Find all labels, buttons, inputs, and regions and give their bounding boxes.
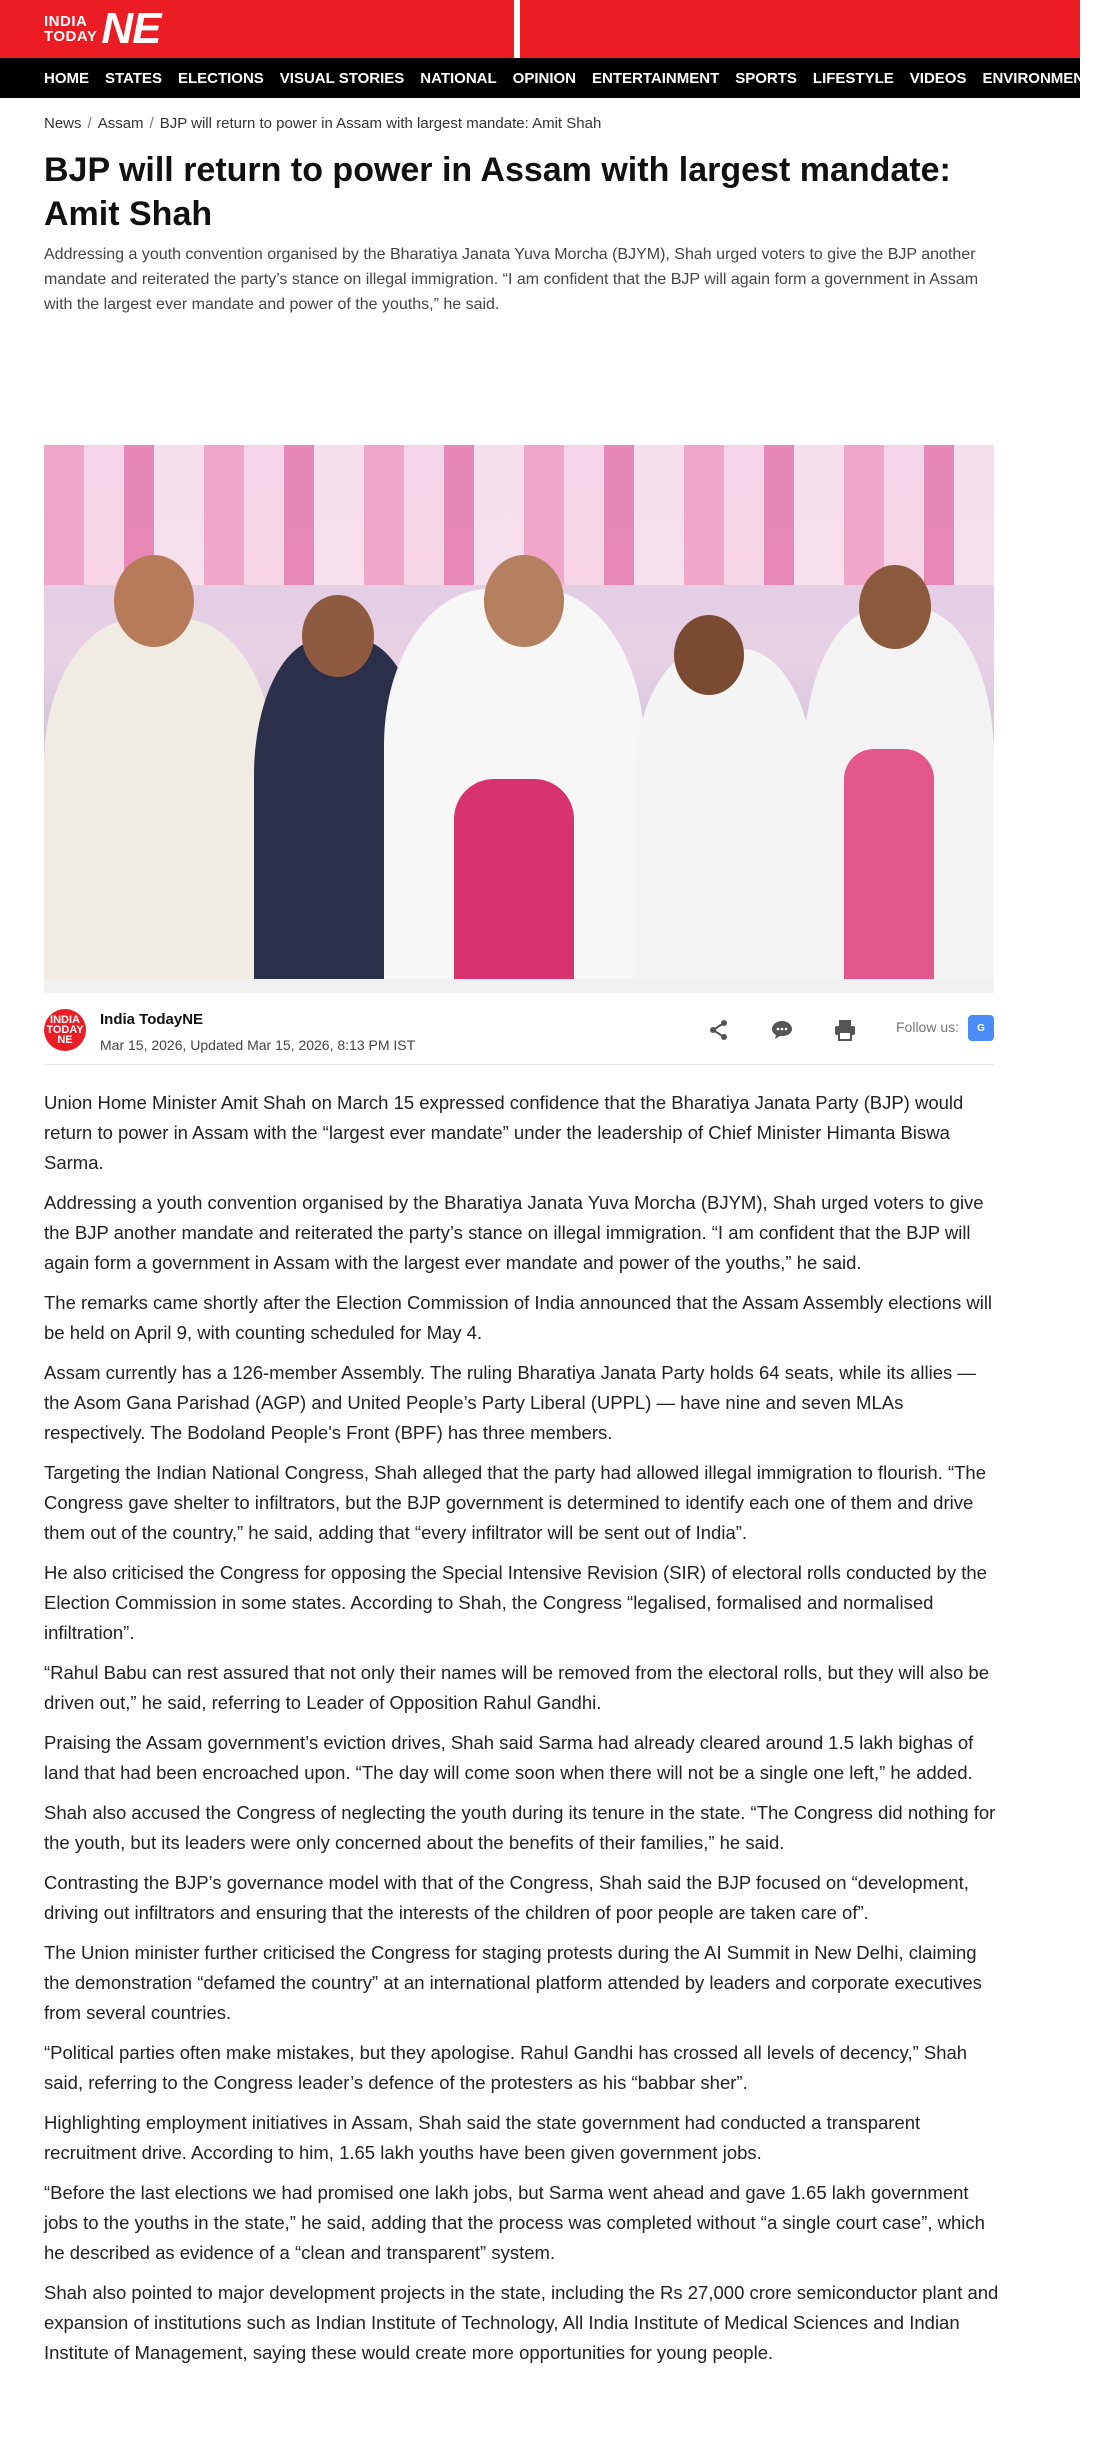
logo-line-2: TODAY (44, 28, 98, 45)
article-paragraph: Targeting the Indian National Congress, Shah alleged that the party had allowed illegal immigration to flourish. “The Congress gave shelter to infiltrators, but the BJP government is determined to identify each one of them and drive them out of the country,” he said, adding that “every infiltrator will be sent out of India”. (44, 1462, 986, 1543)
breadcrumb-assam[interactable]: Assam (97, 115, 144, 132)
article-paragraph: Union Home Minister Amit Shah on March 15 expressed confidence that the Bharatiya Janata Party (BJP) would return to power in Assam with the “largest ever mandate” under the leadership of Chief Minister Himanta Biswa Sarma. (44, 1092, 964, 1173)
article-paragraph: “Rahul Babu can rest assured that not only their names will be removed from the electoral rolls, but they will also be driven out,” he said, referring to Leader of Opposition Rahul Gandhi. (44, 1662, 989, 1713)
comment-icon[interactable] (769, 1017, 795, 1043)
logo-small-text (44, 14, 97, 44)
print-icon[interactable] (832, 1017, 858, 1043)
article-paragraph: The Union minister further criticised the Congress for staging protests during the AI Summit in New Delhi, claiming the demonstration “defamed the country” at an international platform attended by leaders and corporate executives from several countries. (44, 1942, 982, 2023)
share-icon[interactable] (706, 1017, 732, 1043)
nav-item-states[interactable]: STATES (105, 69, 162, 87)
hero-person-head (302, 595, 374, 677)
hero-person (634, 649, 814, 979)
nav-item-elections[interactable]: ELECTIONS (177, 69, 264, 87)
byline (44, 1003, 994, 1065)
google-news-icon[interactable]: G (968, 1015, 994, 1041)
nav-item-videos[interactable]: VIDEOS (909, 69, 967, 87)
hero-caption-bar (44, 979, 994, 993)
nav-item-lifestyle[interactable]: LIFESTYLE (812, 69, 894, 87)
nav-item-environment[interactable]: ENVIRONMENT (982, 69, 1093, 87)
article-paragraph: Addressing a youth convention organised by the Bharatiya Janata Yuva Morcha (BJYM), Shah urged voters to give the BJP another mandate and reiterated the party’s stance on illegal immigration. “I am confident that the BJP will again form a government in Assam with the largest ever mandate and power of the youths,” he said. (44, 1192, 984, 1273)
nav-item-entertainment[interactable]: ENTERTAINMENT (592, 69, 720, 87)
nav-item-home[interactable]: HOME (44, 69, 89, 87)
logo-line-1: INDIA (44, 13, 88, 30)
hero-gamosa (454, 779, 574, 979)
article-paragraph: The remarks came shortly after the Election Commission of India announced that the Assam Assembly elections will be held on April 9, with counting scheduled for May 4. (44, 1292, 993, 1343)
nav-item-visual-stories[interactable]: VISUAL STORIES (279, 69, 405, 87)
hero-person-head (114, 555, 194, 647)
article-paragraph: “Before the last elections we had promised one lakh jobs, but Sarma went ahead and gave 1.65 lakh government jobs to the youths in the state,” he said, adding that the process was completed without “a single court case”, which he described as evidence of a “clean and transparent” system. (44, 2182, 985, 2263)
breadcrumb-news[interactable]: News (44, 115, 82, 132)
nav-item-opinion[interactable]: OPINION (512, 69, 577, 87)
article-body (44, 1088, 1004, 2378)
author-name[interactable]: India TodayNE (100, 1011, 204, 1028)
breadcrumb-current: BJP will return to power in Assam with largest mandate: Amit Shah (159, 115, 602, 132)
article-paragraph: Contrasting the BJP’s governance model with that of the Congress, Shah said the BJP focused on “development, driving out infiltrators and ensuring that the interests of the children of poor people are taken care of”. (44, 1872, 969, 1923)
article-paragraph: He also criticised the Congress for opposing the Special Intensive Revision (SIR) of electoral rolls conducted by the Election Commission in some states. According to Shah, the Congress “legalised, formalised and normalised infiltration”. (44, 1562, 987, 1643)
hero-image[interactable] (44, 445, 994, 979)
publish-dates: Mar 15, 2026, Updated Mar 15, 2026, 8:13 PM IST (100, 1037, 416, 1053)
breadcrumb-separator: / (149, 115, 154, 132)
site-logo[interactable] (44, 4, 161, 53)
nav-item-sports[interactable]: SPORTS (735, 69, 797, 87)
article-paragraph: Shah also pointed to major development projects in the state, including the Rs 27,000 crore semiconductor plant and expansion of institutions such as Indian Institute of Technology, All India Institute of Medical Sciences and Indian Institute of Management, saying these would create more opportunities for young people. (44, 2282, 999, 2363)
main-nav (0, 58, 1093, 98)
article-summary: Addressing a youth convention organised by the Bharatiya Janata Yuva Morcha (BJYM), Shah urged voters to give the BJP another mandate and reiterated the party’s stance on illegal immigration. “I am confident that the BJP will again form a government in Assam with the largest ever mandate and power of the youths,” he said. (44, 246, 979, 313)
hero-person (44, 619, 274, 979)
article-paragraph: Highlighting employment initiatives in Assam, Shah said the state government had conducted a transparent recruitment drive. According to him, 1.65 lakh youths have been given government jobs. (44, 2112, 921, 2163)
hero-gamosa (844, 749, 934, 979)
header-divider (514, 0, 520, 58)
article-paragraph: “Political parties often make mistakes, but they apologise. Rahul Gandhi has crossed all levels of decency,” Shah said, referring to the Congress leader’s defence of the protesters as his “babbar sher”. (44, 2042, 968, 2093)
hero-person-head (859, 565, 931, 649)
page-title: BJP will return to power in Assam with largest mandate: Amit Shah (44, 151, 951, 233)
nav-item-national[interactable]: NATIONAL (420, 69, 497, 87)
article-paragraph: Shah also accused the Congress of neglecting the youth during its tenure in the state. “The Congress did nothing for the youth, but its leaders were only concerned about the benefits of their families,” he said. (44, 1802, 996, 1853)
hero-person-head (674, 615, 744, 695)
follow-label: Follow us: (896, 1019, 960, 1035)
breadcrumb-separator: / (87, 115, 92, 132)
article-paragraph: Praising the Assam government’s eviction drives, Shah said Sarma had already cleared around 1.5 lakh bighas of land that had been encroached upon. “The day will come soon when there will not be a single one left,” he added. (44, 1732, 974, 1783)
site-header (0, 0, 1080, 58)
hero-person-head (484, 555, 564, 647)
article-paragraph: Assam currently has a 126-member Assembly. The ruling Bharatiya Janata Party holds 64 seats, while its allies — the Asom Gana Parishad (AGP) and United People’s Party Liberal (UPPL) — have nine and seven MLAs respectively. The Bodoland People's Front (BPF) has three members. (44, 1362, 976, 1443)
author-avatar[interactable]: INDIA TODAY NE (44, 1009, 86, 1051)
breadcrumb (44, 115, 601, 132)
logo-big-text: NE (101, 4, 161, 53)
